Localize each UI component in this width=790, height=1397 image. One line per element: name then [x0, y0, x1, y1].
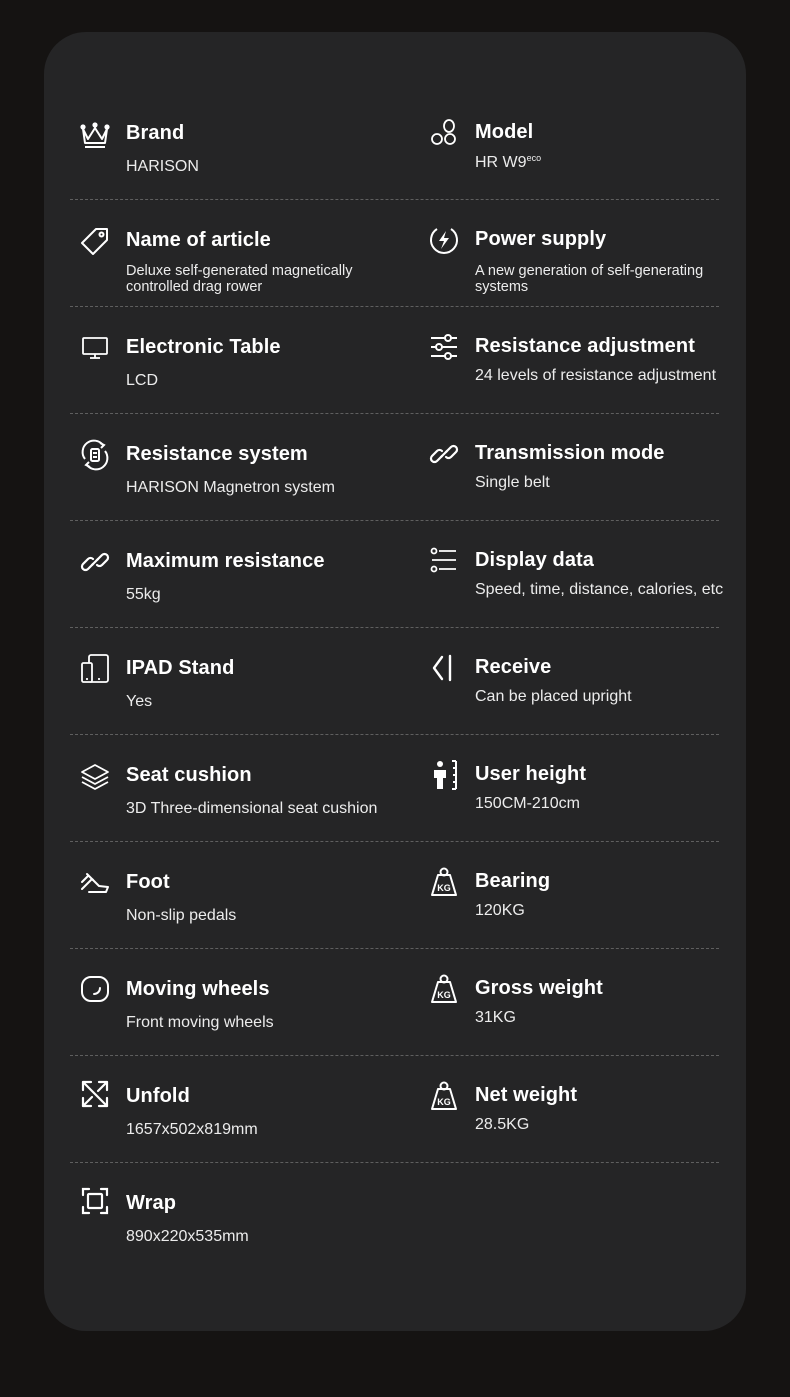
- power-icon: [428, 224, 460, 256]
- svg-text:KG: KG: [437, 883, 451, 893]
- spec-item-unfold: [44, 1056, 404, 1163]
- spec-value: HARISON: [126, 158, 199, 175]
- spec-title: Name of article: [126, 229, 271, 251]
- spec-title: Display data: [475, 549, 595, 571]
- spec-title: Electronic Table: [126, 336, 281, 358]
- spec-item-net-weight: [416, 1056, 746, 1163]
- svg-text:KG: KG: [437, 990, 451, 1000]
- spec-item-display-data: [416, 521, 746, 628]
- spec-title: Foot: [126, 871, 170, 893]
- spec-value: Front moving wheels: [126, 1014, 274, 1031]
- spec-value: Can be placed upright: [475, 688, 632, 705]
- spec-row: [44, 628, 746, 735]
- spec-item-power-supply: [416, 200, 746, 307]
- spec-title: Receive: [475, 656, 552, 678]
- spec-value: Single belt: [475, 474, 550, 491]
- spec-value: Speed, time, distance, calories, etc: [475, 581, 724, 598]
- spec-item-receive: [416, 628, 746, 735]
- chain-icon: [428, 438, 460, 470]
- layers-icon: [79, 760, 111, 792]
- spec-item-name-of-article: [44, 200, 404, 307]
- spec-item-user-height: [416, 735, 746, 842]
- spec-row: [44, 1056, 746, 1163]
- spec-item-transmission-mode: [416, 414, 746, 521]
- tablet-icon: [79, 653, 111, 685]
- spec-value: 55kg: [126, 586, 161, 603]
- spec-row: [44, 842, 746, 949]
- spec-title: Brand: [126, 122, 185, 144]
- model-icon: [428, 117, 460, 149]
- spec-row: [44, 307, 746, 414]
- spec-row: [44, 200, 746, 307]
- spec-title: Maximum resistance: [126, 550, 325, 572]
- monitor-icon: [79, 332, 111, 364]
- spec-item-wrap: [44, 1163, 404, 1270]
- spec-value: A new generation of self-generating systems: [475, 263, 704, 295]
- foot-icon: [79, 867, 111, 899]
- model-value: HR W9: [475, 154, 527, 171]
- spec-value: 150CM-210cm: [475, 795, 580, 812]
- spec-card: [44, 32, 746, 1331]
- spec-value: 1657x502x819mm: [126, 1121, 258, 1138]
- spec-row: [44, 949, 746, 1056]
- spec-title: IPAD Stand: [126, 657, 235, 679]
- fold-icon: [428, 652, 460, 684]
- spec-row: [44, 93, 746, 200]
- spec-value: 31KG: [475, 1009, 516, 1026]
- spec-title: Bearing: [475, 870, 551, 892]
- spec-title: Power supply: [475, 228, 607, 250]
- spec-item-bearing: [416, 842, 746, 949]
- spec-value: 3D Three-dimensional seat cushion: [126, 800, 378, 817]
- spec-title: Resistance adjustment: [475, 335, 695, 357]
- spec-value: 120KG: [475, 902, 525, 919]
- person-height-icon: [428, 759, 460, 791]
- expand-icon: [79, 1078, 111, 1110]
- spec-title: Model: [475, 121, 534, 143]
- spec-title: Wrap: [126, 1192, 177, 1214]
- spec-title: Seat cushion: [126, 764, 252, 786]
- magnetron-icon: [79, 439, 111, 471]
- spec-row: [44, 521, 746, 628]
- spec-title: Net weight: [475, 1084, 578, 1106]
- spec-value: 28.5KG: [475, 1116, 530, 1133]
- spec-row: [44, 1163, 746, 1270]
- spec-row: [44, 414, 746, 521]
- spec-item-moving-wheels: [44, 949, 404, 1056]
- spec-value: [475, 153, 541, 172]
- spec-title: Unfold: [126, 1085, 190, 1107]
- spec-item-resistance-system: [44, 414, 404, 521]
- spec-title: Resistance system: [126, 443, 308, 465]
- spec-value: 24 levels of resistance adjustment: [475, 367, 717, 384]
- model-suffix: eco: [526, 153, 542, 163]
- weight-kg-icon: [428, 973, 460, 1005]
- spec-value: LCD: [126, 372, 159, 389]
- list-icon: [428, 545, 460, 577]
- spec-value: Yes: [126, 693, 153, 710]
- spec-item-ipad-stand: [44, 628, 404, 735]
- weight-kg-icon: [428, 866, 460, 898]
- svg-text:KG: KG: [437, 1097, 451, 1107]
- spec-item-electronic-table: [44, 307, 404, 414]
- spec-item-model: [416, 93, 746, 200]
- sliders-icon: [428, 331, 460, 363]
- wheel-icon: [79, 973, 111, 1005]
- weight-kg-icon: [428, 1080, 460, 1112]
- tag-icon: [79, 225, 111, 257]
- spec-item-gross-weight: [416, 949, 746, 1056]
- spec-title: Moving wheels: [126, 978, 270, 1000]
- spec-row: [44, 735, 746, 842]
- spec-item-seat-cushion: [44, 735, 404, 842]
- spec-title: Gross weight: [475, 977, 603, 999]
- spec-item-maximum-resistance: [44, 521, 404, 628]
- spec-value: Deluxe self-generated magnetically controlled drag rower: [126, 263, 353, 295]
- spec-item-foot: [44, 842, 404, 949]
- spec-item-resistance-adjustment: [416, 307, 746, 414]
- chain-icon: [79, 546, 111, 578]
- spec-value: Non-slip pedals: [126, 907, 237, 924]
- package-frame-icon: [79, 1185, 111, 1217]
- spec-title: Transmission mode: [475, 442, 665, 464]
- spec-title: User height: [475, 763, 587, 785]
- spec-value: HARISON Magnetron system: [126, 479, 335, 496]
- spec-item-brand: [44, 93, 404, 200]
- spec-value: 890x220x535mm: [126, 1228, 249, 1245]
- crown-icon: [79, 119, 111, 151]
